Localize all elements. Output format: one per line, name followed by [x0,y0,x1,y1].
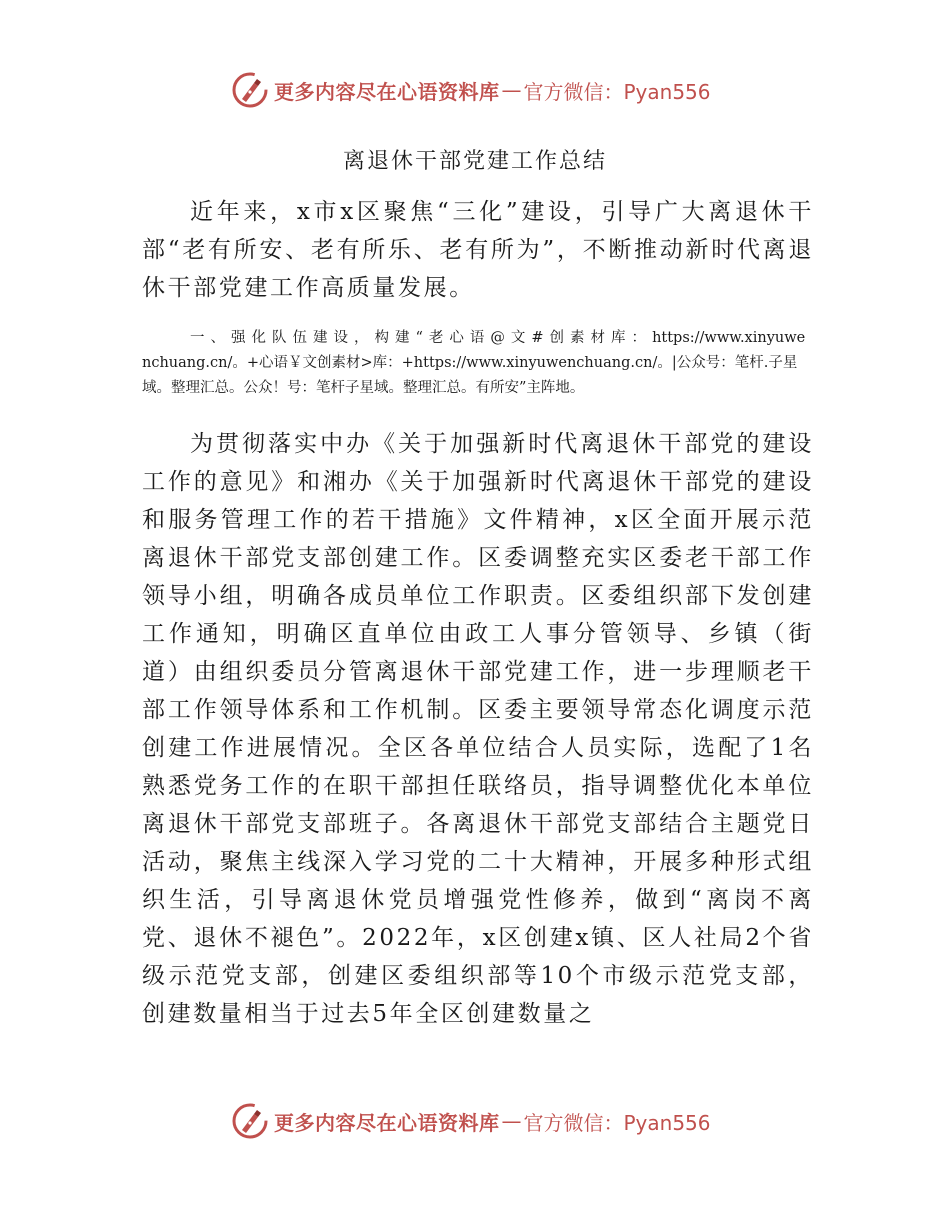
body-paragraph: 为贯彻落实中办《关于加强新时代离退休干部党的建设工作的意见》和湘办《关于加强新时代离退休干部党的建设和服务管理工作的若干措施》文件精神，x区全面开展示范离退休干部党支部创建工作。区委调整充实区委老干部工作领导小组，明确各成员单位工作职责。区委组织部下发创建工作通知，明确区直单位由政工人事分管领导、乡镇（街道）由组织委员分管离退休干部党建工作，进一步理顺老干部工作领导体系和工作机制。区委主要领导常态化调度示范创建工作进展情况。全区各单位结合人员实际，选配了1名熟悉党务工作的在职干部担任联络员，指导调整优化本单位离退休干部党支部班子。各离退休干部党支部结合主题党日活动，聚焦主线深入学习党的二十大精神，开展多种形式组织生活，引导离退休党员增强党性修养，做到“离岗不离党、退休不褪色”。2022年，x区创建x镇、区人社局2个省级示范党支部，创建区委组织部等10个市级示范党支部，创建数量相当于过去5年全区创建数量之 [142,431,814,1027]
footer-watermark [232,1101,711,1141]
section-heading-rest: https://www.xinyuwenchuang.cn/。+心语￥文创素材>库：+https://www.xinyuwenchuang.cn/。|公众号：笔杆.子星域。整理汇总。公众！号：笔杆子星域。整理汇总。有所安”主阵地。 [142,330,806,396]
pen-nib-logo-icon [232,1103,268,1139]
section-heading-spaced: 一、强化队伍建设，构建“老心语@文#创素材库： [190,330,653,346]
section-heading [142,326,814,401]
document-title: 离退休干部党建工作总结 [342,149,607,174]
watermark-wechat-text: 官方微信：Pyan556 [523,79,711,104]
watermark-site-text: 更多内容尽在心语资料库 [274,79,500,104]
watermark-separator: — [501,1109,522,1133]
pen-nib-logo-icon [232,72,268,108]
watermark-wechat-text: 官方微信：Pyan556 [523,1110,711,1135]
watermark-site-text: 更多内容尽在心语资料库 [274,1110,500,1135]
intro-paragraph: 近年来，x市x区聚焦“三化”建设，引导广大离退休干部“老有所安、老有所乐、老有所为”，不断推动新时代离退休干部党建工作高质量发展。 [142,199,814,301]
header-watermark [232,70,711,110]
watermark-separator: — [501,78,522,102]
